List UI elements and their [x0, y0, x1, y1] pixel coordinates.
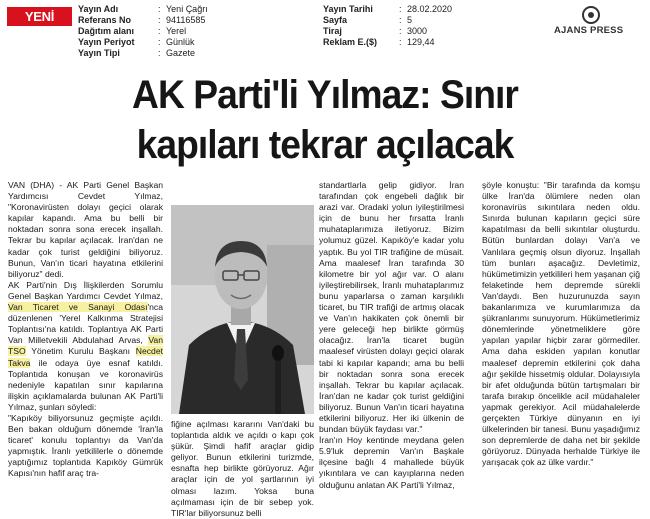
meta-separator: : — [158, 15, 161, 25]
article-column-3 — [319, 180, 464, 491]
meta-value: Günlük — [166, 37, 195, 47]
meta-row — [78, 4, 208, 15]
meta-row — [323, 4, 452, 15]
clipping-header — [0, 0, 650, 68]
meta-row — [323, 37, 452, 48]
paragraph: fiğine açılması kararını Van'daki bu toplantıda aldık ve açıldı o kapı çok şükür. Şimdi hafif araçlar gidip geliyor. Bunun etkilerini turizmde, esnafta hep birlikte görüyoruz. Ağır araçlar için de yol şartlarının iyi olması lazım. Yoksa buna açılmaması için de bir sebep yok. TIR'lar biliyorsunuz belli — [171, 419, 314, 518]
article-column-1 — [8, 180, 163, 480]
meta-separator: : — [158, 37, 161, 47]
headline-line-2: kapıları tekrar açılacak — [136, 123, 514, 167]
text-run: AK Parti'nin Dış İlişkilerden Sorumlu Genel Başkan Yardımcı Cevdet Yılmaz, — [8, 279, 163, 301]
highlighted-term: Van Ticaret ve Sanayi Odası — [8, 302, 148, 313]
meta-label: Yayın Tipi — [78, 48, 120, 58]
publication-info-right — [323, 4, 452, 48]
highlighted-term: Van TSO — [8, 335, 163, 357]
agency-mark-icon — [582, 6, 600, 24]
meta-value: Gazete — [166, 48, 196, 58]
meta-row — [78, 26, 208, 37]
agency-name: AJANS PRESS — [554, 25, 624, 36]
article-column-4 — [482, 180, 640, 468]
meta-value: 28.02.2020 — [407, 4, 453, 14]
meta-row — [78, 15, 208, 26]
paragraph: "Kapıköy biliyorsunuz geçmişte açıldı. Ben bakan olduğum dönemde 'İran'la ticaret' konulu toplantıyı da Van'da yapmıştık. İranlı yetkililerle o dönemde yaptığımız toplantıda Kapıköy Gümrük Kapısı'nın hafif araç tra- — [8, 412, 163, 479]
meta-label: Yayın Tarihi — [323, 4, 373, 14]
headline — [23, 70, 628, 170]
meta-label: Yayın Periyot — [78, 37, 135, 47]
text-run: ile odaya üye esnaf katıldı. Toplantıda konuşan ve koronavirüs nedeniyle kapatılan sınır kapılarına ilişkin açıklamalarda bulunan AK Parti'li Yılmaz, şunları söyledi: — [8, 357, 163, 412]
meta-separator: : — [158, 48, 161, 58]
newspaper-logo: YENİ ÇAĞRI — [7, 7, 72, 26]
meta-label: Reklam E.($) — [323, 37, 378, 47]
paragraph: şöyle konuştu: "Bir tarafında da komşu ülke İran'da ölümlere neden olan koronavirüs sıkıntılara neden oldu. Sınırda bulunan kapıların geçici süre kapatılması da belli sıkıntılar oluşturdu. Bütün bunlardan dolayı Van'a ve Vanlılara geçmiş olsun diyoruz. İnşallah tüm bunları aşacağız. Devletimiz, hükümetimizin yetkilileri hem yaşanan çiğ felaketinde hem depremde sürekli Van'daydı. Ben huzurunuzda sayın bakanlarımıza ve kurumlarımıza da şükranlarımı sunuyorum. Hükümetlerimiz dönemlerinde yönetmeliklere göre yapılan yapılar hiçbir zarar görmediler. Ama daha eskiden yapılan konutlar maalesef depremin etkilerini çok daha ağır şekilde hissetmiş oldular. Dolayısıyla bir afet olduğunda bütün tartışmaları bir tarafa bırakıp öncelikle acil müdahaleler yapmak gerekiyor. Acil müdahalelerde gerçekten Türkiye dünyanın en iyi ülkelerinden bir tanesi. Bunu yaşadığımız son depremlerde de daha net bir şekilde görüyoruz. Dünyada herhalde Türkiye ile yarışacak çok az ülke vardır." — [482, 180, 640, 468]
article-photo — [171, 205, 314, 414]
meta-row — [78, 48, 208, 59]
meta-value: 129,44 — [407, 37, 435, 47]
paragraph: İran'ın Hoy kentinde meydana gelen 5.9'luk depremin Van'ın Başkale ilçesine bağlı 4 mahallede büyük yıkıntılara ve can kayıplarına neden olduğunu anlatan AK Parti'li Yılmaz, — [319, 435, 464, 490]
paragraph: VAN (DHA) - AK Parti Genel Başkan Yardımcısı Cevdet Yılmaz, "Koronavirüsten dolayı geçici olarak kapılar kapandı. Ama bu belli bir noktadan sonra sona erecek inşallah. Tekrar bu kapılar açılacak. İran'dan ne kadar çok turist geldiğini biliyoruz. Bunun, Van'ın ticari hayatına etkilerini biliyoruz" dedi. — [8, 180, 163, 279]
meta-row — [323, 15, 452, 26]
meta-separator: : — [399, 15, 402, 25]
meta-label: Yayın Adı — [78, 4, 119, 14]
article-column-2 — [171, 419, 314, 519]
meta-label: Dağıtım alanı — [78, 26, 135, 36]
meta-label: Referans No — [78, 15, 132, 25]
paragraph: standartlarla gelip gidiyor. İran tarafından çok engebeli dağlık bir arazi var. Oradaki yolun iyileştirilmesi için de bunu her fırsatta İranlı muhataplarımıza iletiyoruz. Bizim yolumuz güzel. Kapıköy'e kadar yolu yaptık. Bu yol TIR trafiğine de müsait. Ama maalesef İran tarafında 30 kilometre bir yol ağır var. O alanı iyileştirebilirsek, İranlı muhataplarımız bunu yaparlarsa o zaman karşılıklı ticaret, bu TIR trafiği de artmış olacak ve Van'ın hakikaten çok önemli bir yere geleceği hep birlikte görmüş olacağız. İran'la ticaret bugün maalesef virüsten dolayı geçici olarak tabi ki kapılar kapandı; ama bu belli bir noktadan sonra sona erecek inşallah. Tekrar bu kapılar açılacak. İran'dan ne kadar çok turist geldiğini biliyoruz. Bunun Van'ın ticari hayatına etkilerini biliyoruz. Her iki ülkenin de bundan büyük faydası var." — [319, 180, 464, 435]
publication-info-left — [78, 4, 208, 59]
meta-separator: : — [399, 37, 402, 47]
text-run: Yönetim Kurulu Başkanı — [25, 346, 136, 357]
meta-separator: : — [399, 4, 402, 14]
meta-separator: : — [158, 26, 161, 36]
agency-logo — [540, 6, 644, 36]
meta-value: 5 — [407, 15, 413, 25]
meta-value: 3000 — [407, 26, 428, 36]
meta-separator: : — [399, 26, 402, 36]
meta-value: Yerel — [166, 26, 187, 36]
paragraph — [8, 280, 163, 413]
meta-row — [78, 37, 208, 48]
meta-label: Tiraj — [323, 26, 342, 36]
portrait-image — [171, 205, 314, 414]
highlighted-term: Necdet Takva — [8, 346, 163, 368]
meta-row — [323, 26, 452, 37]
text-run: 'nca düzenlenen 'Yerel Kalkınma Stratejisi Toplantısı'na katıldı. Toplantıya AK Parti Van Milletvekili Abdulahad Arvas, — [8, 302, 163, 346]
meta-separator: : — [158, 4, 161, 14]
meta-value: 94116585 — [166, 15, 206, 25]
headline-line-1: AK Parti'li Yılmaz: Sınır — [132, 73, 518, 117]
meta-value: Yeni Çağrı — [166, 4, 208, 14]
meta-label: Sayfa — [323, 15, 348, 25]
